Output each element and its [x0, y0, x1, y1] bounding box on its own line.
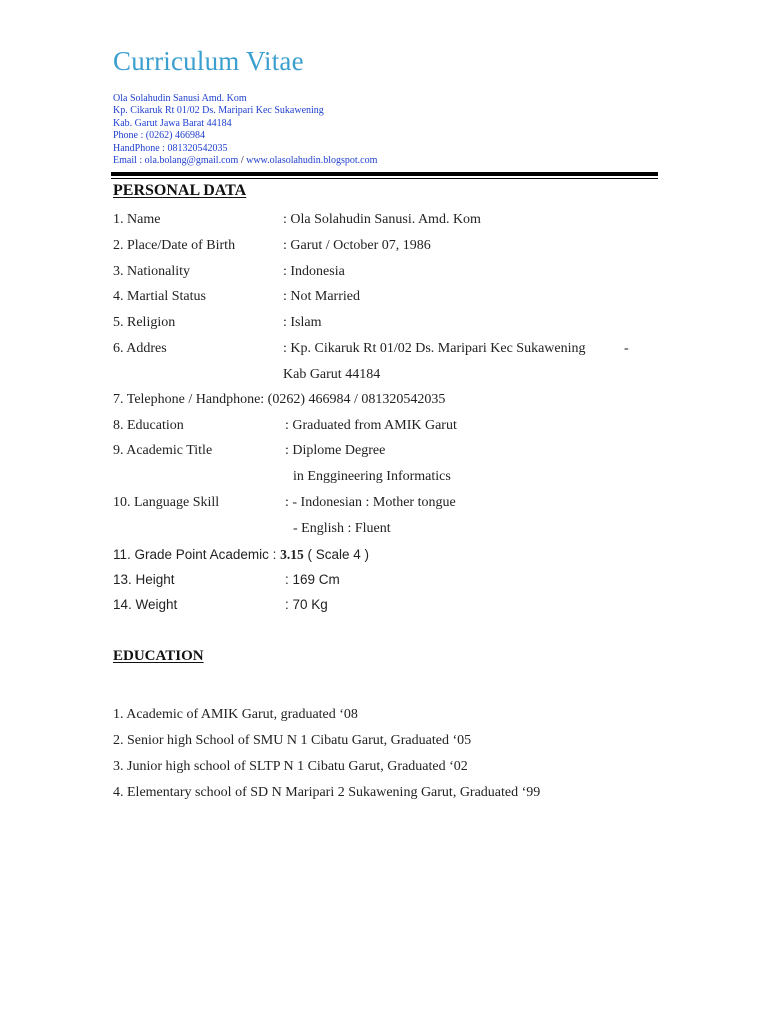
height-value: : 169 Cm	[285, 572, 340, 587]
language-continued: - English : Fluent	[293, 521, 391, 536]
address-value-continued: Kab Garut 44184	[283, 367, 381, 382]
language-label: 10. Language Skill	[113, 495, 220, 510]
email-separator: /	[238, 155, 247, 167]
education-item: 1. Academic of AMIK Garut, graduated ‘08	[113, 707, 358, 722]
name-value: : Ola Solahudin Sanusi. Amd. Kom	[283, 212, 481, 227]
birth-label: 2. Place/Date of Birth	[113, 238, 236, 253]
contact-phone: Phone : (0262) 466984	[113, 130, 205, 142]
gpa-suffix: ( Scale 4 )	[303, 547, 369, 562]
education-heading: EDUCATION	[113, 648, 204, 664]
education-label: 8. Education	[113, 418, 184, 433]
weight-value: : 70 Kg	[285, 597, 328, 612]
religion-value: : Islam	[283, 315, 322, 330]
contact-block	[113, 93, 377, 167]
contact-address-line-1: Kp. Cikaruk Rt 01/02 Ds. Maripari Kec Sukawening	[113, 105, 324, 117]
religion-label: 5. Religion	[113, 315, 176, 330]
height-label: 13. Height	[113, 572, 175, 587]
marital-value: : Not Married	[283, 289, 360, 304]
nationality-value: : Indonesia	[283, 264, 345, 279]
marital-label: 4. Martial Status	[113, 289, 206, 304]
header-divider-thick	[111, 172, 658, 176]
education-value: : Graduated from AMIK Garut	[285, 418, 457, 433]
personal-data-heading: PERSONAL DATA	[113, 182, 247, 199]
contact-address-line-2: Kab. Garut Jawa Barat 44184	[113, 117, 232, 129]
education-item: 2. Senior high School of SMU N 1 Cibatu Garut, Graduated ‘05	[113, 733, 472, 748]
academic-title-label: 9. Academic Title	[113, 443, 213, 458]
address-label: 6. Addres	[113, 341, 167, 356]
telephone-line: 7. Telephone / Handphone: (0262) 466984 / 081320542035	[113, 392, 446, 407]
academic-title-value: : Diplome Degree	[285, 443, 386, 458]
contact-name: Ola Solahudin Sanusi Amd. Kom	[113, 93, 247, 104]
address-value: : Kp. Cikaruk Rt 01/02 Ds. Maripari Kec Sukawening	[283, 341, 586, 356]
gpa-value: 3.15	[280, 547, 304, 562]
language-value: : - Indonesian : Mother tongue	[285, 495, 456, 510]
contact-email-line	[113, 155, 377, 167]
website-link[interactable]: www.olasolahudin.blogspot.com	[246, 155, 378, 167]
document-title: Curriculum Vitae	[113, 46, 304, 76]
birth-value: : Garut / October 07, 1986	[283, 238, 431, 253]
education-item: 4. Elementary school of SD N Maripari 2 Sukawening Garut, Graduated ‘99	[113, 785, 541, 800]
address-dash: -	[624, 341, 629, 356]
email-prefix: Email :	[113, 155, 145, 167]
gpa-line	[113, 547, 369, 563]
name-label: 1. Name	[113, 212, 161, 227]
email-link[interactable]: ola.bolang@gmail.com	[144, 155, 239, 167]
education-item: 3. Junior high school of SLTP N 1 Cibatu Garut, Graduated ‘02	[113, 759, 468, 774]
weight-label: 14. Weight	[113, 597, 178, 612]
header-divider-thin	[111, 178, 658, 179]
gpa-prefix: 11. Grade Point Academic :	[113, 547, 281, 562]
nationality-label: 3. Nationality	[113, 264, 190, 279]
contact-handphone: HandPhone : 081320542035	[113, 142, 228, 154]
academic-title-continued: in Enggineering Informatics	[293, 469, 451, 484]
